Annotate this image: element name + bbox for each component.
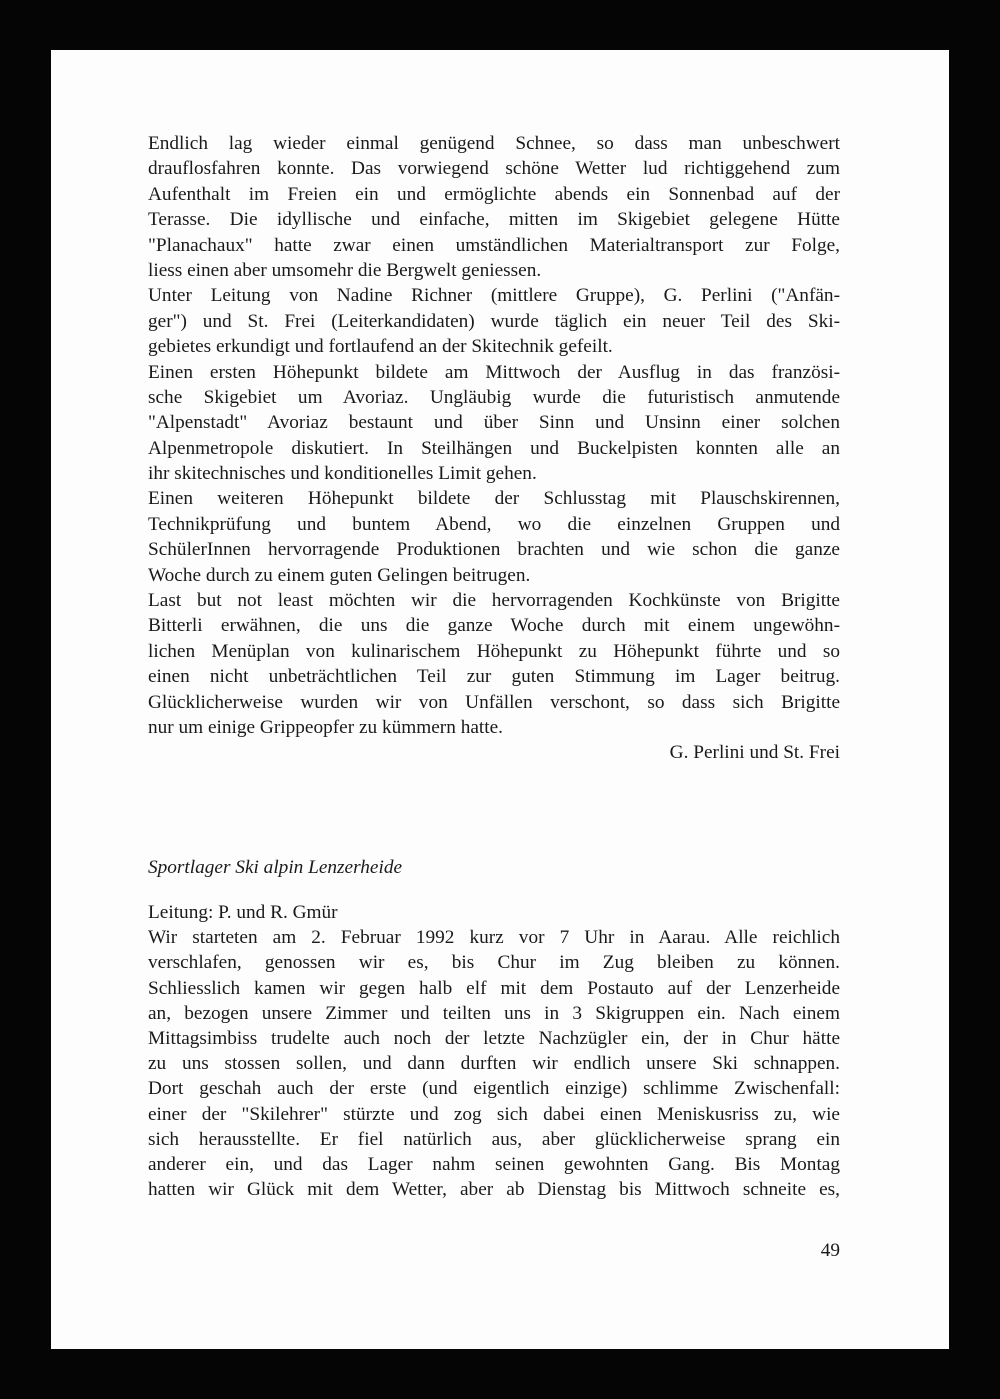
text-line: ihr skitechnisches und konditionelles Limit gehen. [148, 463, 537, 485]
text-line: Schliesslich kamen wir gegen halb elf mit dem Postauto auf der Lenzerheide [148, 977, 840, 999]
text-line: liess einen aber umsomehr die Bergwelt geniessen. [148, 259, 542, 281]
text-line: Mittagsimbiss trudelte auch noch der letzte Nachzügler ein, der in Chur hätte [148, 1027, 840, 1049]
signature: G. Perlini und St. Frei [669, 742, 840, 764]
text-line: Unter Leitung von Nadine Richner (mittlere Gruppe), G. Perlini ("Anfän- [148, 285, 840, 307]
text-line: an, bezogen unsere Zimmer und teilten uns in 3 Skigruppen ein. Nach einem [148, 1002, 840, 1024]
report-section-2 [148, 900, 840, 1202]
text-line: Endlich lag wieder einmal genügend Schnee, so dass man unbeschwert [148, 133, 840, 154]
text-line: zu uns stossen sollen, und dann durften wir endlich unsere Ski schnappen. [148, 1053, 840, 1075]
text-line: Last but not least möchten wir die hervorragenden Kochkünste von Brigitte [148, 590, 840, 612]
text-line: Woche durch zu einem guten Gelingen beitrugen. [148, 564, 531, 586]
text-line: Aufenthalt im Freien ein und ermöglichte abends ein Sonnenbad auf der [148, 183, 840, 205]
text-line: verschlafen, genossen wir es, bis Chur im Zug bleiben zu können. [148, 952, 840, 974]
text-line: Glücklicherweise wurden wir von Unfällen verschont, so dass sich Brigitte [148, 691, 840, 713]
report-section-1 [148, 131, 840, 766]
text-line: nur um einige Grippeopfer zu kümmern hatte. [148, 716, 503, 738]
text-line: Technikprüfung und buntem Abend, wo die einzelnen Gruppen und [148, 513, 840, 535]
text-line: hatten wir Glück mit dem Wetter, aber ab Dienstag bis Mittwoch schneite es, [148, 1179, 840, 1201]
text-line: Bitterli erwähnen, die uns die ganze Woche durch mit einem ungewöhn- [148, 615, 840, 637]
section-heading: Sportlager Ski alpin Lenzerheide [148, 857, 403, 878]
text-line: Alpenmetropole diskutiert. In Steilhängen und Buckelpisten konnten alle an [148, 437, 840, 459]
text-line: "Alpenstadt" Avoriaz bestaunt und über Sinn und Unsinn einer solchen [148, 412, 840, 434]
text-line: gebietes erkundigt und fortlaufend an der Skitechnik gefeilt. [148, 336, 613, 358]
text-line: einer der "Skilehrer" stürzte und zog sich dabei einen Meniskusriss zu, wie [148, 1103, 840, 1125]
text-line: lichen Menüplan von kulinarischem Höhepunkt zu Höhepunkt führte und so [148, 640, 840, 662]
text-line: drauflosfahren konnte. Das vorwiegend schöne Wetter lud richtiggehend zum [148, 158, 840, 180]
page-number: 49 [820, 1240, 840, 1261]
text-line: Einen ersten Höhepunkt bildete am Mittwoch der Ausflug in das französi- [148, 361, 840, 383]
text-line: sich herausstellte. Er fiel natürlich aus, aber glücklicherweise sprang ein [148, 1128, 840, 1150]
text-line: Einen weiteren Höhepunkt bildete der Schlusstag mit Plauschskirennen, [148, 488, 840, 510]
text-line: anderer ein, und das Lager nahm seinen gewohnten Gang. Bis Montag [148, 1153, 840, 1175]
text-line: "Planachaux" hatte zwar einen umständlichen Materialtransport zur Folge, [148, 234, 840, 256]
text-line: SchülerInnen hervorragende Produktionen brachten und wie schon die ganze [148, 539, 840, 561]
text-line: ger") und St. Frei (Leiterkandidaten) wurde täglich ein neuer Teil des Ski- [148, 310, 840, 332]
text-line: Wir starteten am 2. Februar 1992 kurz vor 7 Uhr in Aarau. Alle reichlich [148, 927, 840, 949]
text-line: sche Skigebiet um Avoriaz. Ungläubig wurde die futuristisch anmutende [148, 386, 840, 408]
leadership-line: Leitung: P. und R. Gmür [148, 902, 338, 923]
text-line: einen nicht unbeträchtlichen Teil zur guten Stimmung im Lager beitrug. [148, 666, 840, 688]
text-line: Dort geschah auch der erste (und eigentlich einzige) schlimme Zwischenfall: [148, 1078, 840, 1100]
text-line: Terasse. Die idyllische und einfache, mitten im Skigebiet gelegene Hütte [148, 209, 840, 231]
